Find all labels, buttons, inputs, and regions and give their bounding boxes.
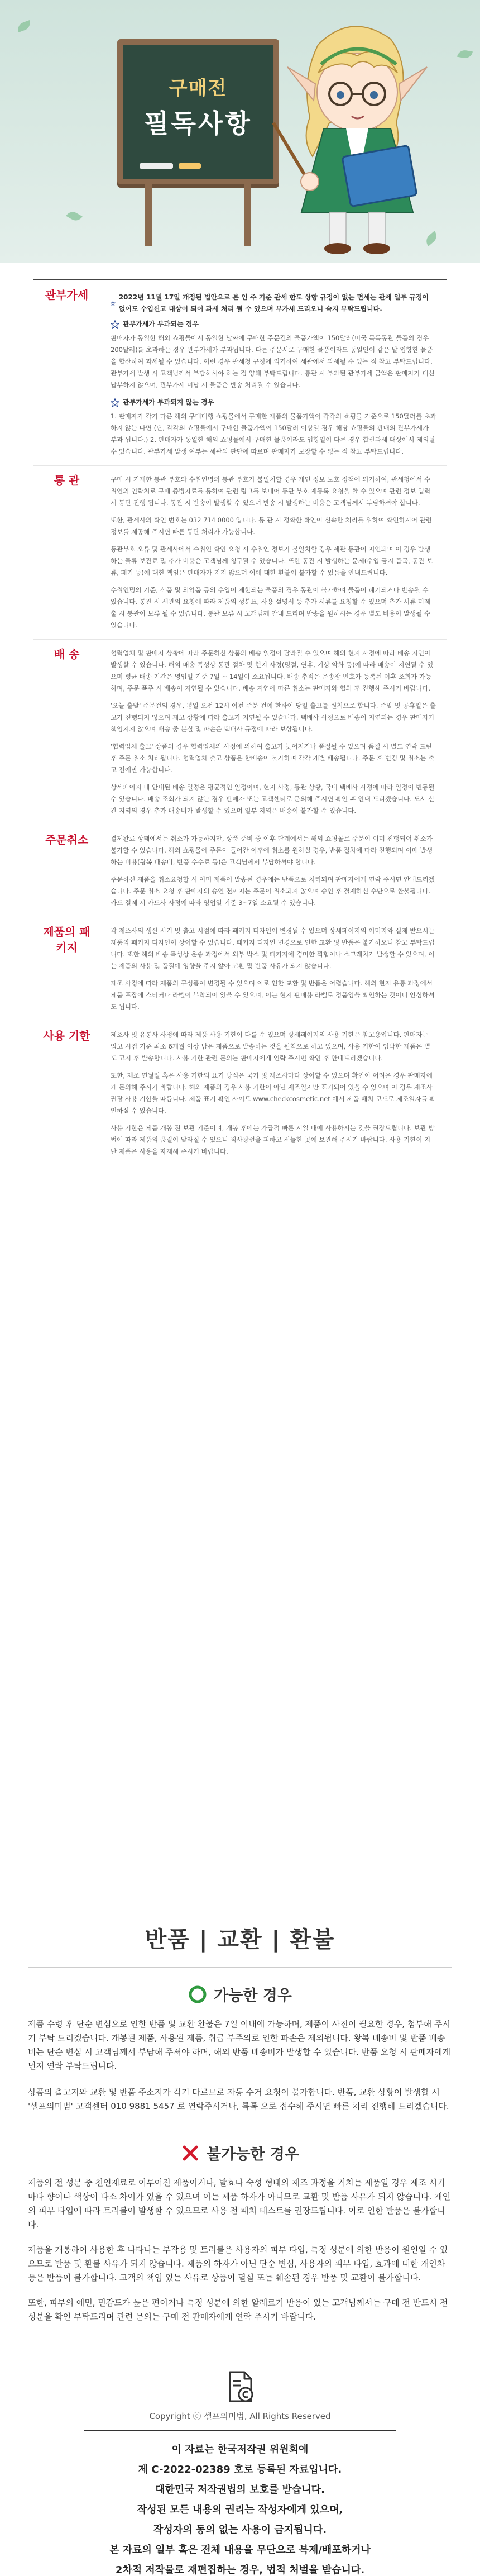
circle-check-icon — [188, 1985, 207, 2004]
notice-subhead — [111, 292, 436, 315]
notice-content — [100, 1021, 447, 1165]
leaf-decoration — [457, 49, 473, 59]
notice-subhead-text: 2022년 11월 17일 개정된 법안으로 본 인 주 기준 관세 한도 상향 규정이 없는 면세는 관세 일부 규정이 없어도 수입신고 대상이 되어 과세 처리 될 수 있으며 부가세 드리오니 숙지 부탁드립니다. — [118, 293, 429, 313]
notice-row — [33, 639, 447, 825]
notice-paragraph: 주문하신 제품을 취소요청할 시 이미 제품이 발송된 경우에는 반품으로 처리되며 판매자에게 연락 주시면 안내드리겠습니다. 주문 취소 요청 후 판매자의 승인 전까지는 주문이 취소되지 않으며 승인 후 결제하신 수단으로 환불됩니다. 카드 결제 시 카드사 사정에 따라 영업일 기준 3~7일 소요될 수 있습니다. — [111, 875, 435, 907]
notice-paragraph: 수취인명의 기준, 식품 및 의약품 등의 수입이 제한되는 물품의 경우 통관이 불가하며 물품이 폐기되거나 반송될 수 있습니다. 통관 시 세관의 요청에 따라 제품의 성분표, 사용 설명서 등 추가 서류를 요청할 수 있으며 추가 서류 미제출 시 통관이 보류 될 수 있습니다. 통관 보류 시 고객님께 안내 드리며 반송을 원하시는 경우 별도 비용이 발생될 수 있습니다. — [111, 586, 431, 629]
star-icon — [111, 320, 119, 329]
refund-title: 반품 | 교환 | 환불 — [145, 1927, 335, 1953]
copyright-rule — [84, 2430, 396, 2431]
notice-paragraph: 제조사 및 유통사 사정에 따라 제품 사용 기한이 다를 수 있으며 상세페이지의 사용 기한은 참고용입니다. 판매자는 입고 시점 기준 최소 6개월 이상 남은 제품으로 발송하는 것을 원칙으로 하고 있으며, 사용 기한이 임박한 제품은 별도 고지 후 발송합니다. 사용 기한 관련 문의는 판매자에게 연락 주시면 확인 후 안내드리겠습니다. — [111, 1031, 431, 1062]
copyright-notice-line: 작성자의 동의 없는 사용이 금지됩니다. — [153, 2524, 327, 2536]
copyright-notice-line: 대한민국 저작권법의 보호를 받습니다. — [155, 2484, 325, 2496]
notice-label: 주문취소 — [33, 825, 100, 917]
notice-row — [33, 465, 447, 639]
copyright-notice-line: 작성된 모든 내용의 권리는 작성자에게 있으며, — [137, 2504, 343, 2516]
copyright-line: Copyright ⓒ 셀프의미범, All Rights Reserved — [149, 2411, 331, 2421]
copyright-notice-line: 이 자료는 한국저작권 위원회에 — [171, 2444, 309, 2455]
notice-subhead-text: 관부가세가 부과되는 경우 — [123, 320, 199, 328]
notice-label: 배 송 — [33, 640, 100, 825]
chalkboard — [117, 39, 279, 184]
notice-row — [33, 1021, 447, 1165]
notice-paragraph: 협력업체 및 판매자 상황에 따라 주문하신 상품의 배송 일정이 달라질 수 있으며 해외 현지 사정에 따라 배송 지연이 발생할 수 있습니다. 해외 배송 특성상 통관 절차 및 현지 사정(명절, 연휴, 기상 악화 등)에 따라 배송이 지연될 수 있으며 평균 배송 기간은 영업일 기준 7일 ~ 14일이 소요됩니다. 배송 추적은 운송장 번호가 등록된 이후 조회가 가능하며, 주문 폭주 시 배송이 지연될 수 있습니다. 배송 지연에 따른 취소는 판매자와 협의 후 진행해 주시기 바랍니다. — [111, 649, 434, 692]
notice-paragraph: '협력업체 출고' 상품의 경우 협력업체의 사정에 의하여 출고가 늦어지거나 품절될 수 있으며 품절 시 별도 연락 드린 후 주문 취소 처리됩니다. 협력업체 출고 상품은 합배송이 불가하며 각각 개별 배송됩니다. 주문 후 변경 및 취소는 출고 전에만 가능합니다. — [111, 742, 435, 774]
board-stand — [244, 184, 251, 246]
notice-paragraph: 판매자가 동일한 해외 쇼핑몰에서 동일한 날짜에 구매한 주문건의 물품가액이 150달러(미국 목록통관 물품의 경우 200달러)를 초과하는 경우 관부가세가 부과됩니다. 다른 주문서로 구매한 물품이라도 동일인이 같은 날 입항한 물품을 합산하여 과세될 수 있습니다. 이런 경우 관세청 규정에 의거하여 세관에서 과세될 수 있는 점 참고 부탁드립니다. 관부가세 발생 시 고객님께서 부담하셔야 하는 점 양해 부탁드립니다. 통관 시 부과된 관부가세 금액은 판매자가 대신 납부하지 않으며, 관부가세 미납 시 물품은 반송 처리될 수 있습니다. — [111, 334, 435, 389]
notice-paragraph: 각 제조사의 생산 시기 및 출고 시점에 따라 패키지 디자인이 변경될 수 있으며 상세페이지의 이미지와 실제 받으시는 제품의 패키지 디자인이 상이할 수 있습니다. 패키지 디자인 변경으로 인한 교환 및 반품은 불가하오니 참고 부탁드립니다. 또한 해외 배송 특성상 운송 과정에서 외부 박스 및 패키지에 경미한 찍힘이나 스크래치가 발생할 수 있으며, 이는 제품의 사용 및 품질에 영향을 주지 않아 교환 및 반품 사유가 되지 않습니다. — [111, 927, 435, 970]
board-stand — [145, 184, 152, 246]
notice-paragraph: 1. 판매자가 각기 다른 해외 구매대행 쇼핑몰에서 구매한 제품의 물품가액이 각각의 쇼핑몰 기준으로 150달러를 초과하지 않는 다면 (단, 각각의 쇼핑몰에서 구매한 물품가액이 150달러 이상일 경우 해당 쇼핑몰의 판매의 관부가세가 부과 됩니다.) 2. 판매자가 동일한 해외 쇼핑몰에서 구매한 물품이라도 입항일이 다른 경우 합산과세 대상에서 제외될 수 있습니다. 관부가세 발생 여부는 세관의 판단에 따르며 판매자가 보장할 수 없는 점 참고 부탁드립니다. — [111, 412, 436, 455]
document-copyright-icon — [222, 2369, 258, 2404]
refund-paragraph: 상품의 출고지와 교환 및 반품 주소지가 각기 다르므로 자동 수거 요청이 불가합니다. 반품, 교환 상황이 발생할 시 '셀프의미범' 고객센터 010 9881 5457 로 연락주시거나, 톡톡 으로 접수해 주시면 빠른 처리 진행해 드리겠습니다. — [28, 2087, 449, 2111]
possible-case-heading — [0, 1983, 480, 2005]
notice-content — [100, 280, 447, 465]
notice-paragraph: 사용 기한은 제품 개봉 전 보관 기준이며, 개봉 후에는 가급적 빠른 시일 내에 사용하시는 것을 권장드립니다. 보관 방법에 따라 제품의 품질이 달라질 수 있으니 직사광선을 피하고 서늘한 곳에 보관해 주시기 바랍니다. 사용 기한이 지난 제품은 사용을 자제해 주시기 바랍니다. — [111, 1124, 435, 1155]
possible-case-title: 가능한 경우 — [214, 1987, 292, 2004]
notice-label: 관부가세 — [33, 280, 100, 465]
refund-paragraph: 제품의 전 성분 중 천연재료로 이루어진 제품이거나, 발효나 숙성 형태의 제조 과정을 거치는 제품일 경우 제조 시기마다 향이나 색상이 다소 차이가 있을 수 있으며 이는 제품 하자가 아니므로 교환 및 반품 사유가 되지 않습니다. 개인의 피부 타입에 따라 트러블이 발생할 수 있으므로 사용 전 패치 테스트를 권장드립니다. 이로 인한 반품은 불가합니다. — [28, 2178, 451, 2230]
notice-row — [33, 279, 447, 465]
possible-case-text — [28, 2017, 452, 2113]
notice-table — [33, 279, 447, 1899]
notice-content — [100, 825, 447, 917]
notice-paragraph: 상세페이지 내 안내된 배송 일정은 평균적인 일정이며, 현지 사정, 통관 상황, 국내 택배사 사정에 따라 일정이 변동될 수 있습니다. 배송 조회가 되지 않는 경우 판매자 또는 고객센터로 문의해 주시면 확인 후 안내 드리겠습니다. 도서 산간 지역의 경우 추가 배송비가 발생할 수 있으며 일부 지역은 배송이 불가할 수 있습니다. — [111, 783, 435, 815]
hero-banner — [0, 0, 480, 263]
impossible-case-title: 불가능한 경우 — [207, 2146, 299, 2163]
refund-paragraph: 또한, 피부의 예민, 민감도가 높은 편이거나 특정 성분에 의한 알레르기 반응이 있는 고객님께서는 구매 전 반드시 전 성분을 확인 부탁드리며 관련 문의는 구매 전 판매자에게 연락 주시기 바랍니다. — [28, 2298, 448, 2322]
notice-label: 사용 기한 — [33, 1021, 100, 1165]
chalk-decoration — [179, 163, 201, 169]
notice-label: 통 관 — [33, 466, 100, 639]
notice-row — [33, 825, 447, 917]
hero-title-line1: 구매전 — [169, 77, 228, 99]
notice-paragraph: 결제완료 상태에서는 취소가 가능하지만, 상품 준비 중 이후 단계에서는 해외 쇼핑몰로 주문이 이미 진행되어 취소가 불가할 수 있습니다. 해외 쇼핑몰에 주문이 들어간 이후에 취소를 원하실 경우, 반품 절차에 따라 진행되며 이때 발생하는 비용(왕복 배송비, 반품 수수료 등)은 고객님께서 부담하셔야 합니다. — [111, 835, 433, 866]
refund-paragraph: 제품을 개봉하여 사용한 후 나타나는 부작용 및 트러블은 사용자의 피부 타입, 특정 성분에 의한 반응이 원인일 수 있으므로 반품 및 환불 사유가 되지 않습니다. 제품의 하자가 아닌 단순 변심, 사용자의 피부 타입, 효과에 대한 개인차 등은 반품이 불가합니다. 고객의 책임 있는 사유로 상품이 멸실 또는 훼손된 경우 반품 및 교환이 불가합니다. — [28, 2245, 448, 2283]
cross-icon — [181, 2144, 200, 2163]
notice-paragraph: '오늘 출발' 주문건의 경우, 평일 오전 12시 이전 주문 건에 한하여 당일 출고를 원칙으로 합니다. 주말 및 공휴일은 출고가 진행되지 않으며 재고 상황에 따라 출고가 지연될 수 있습니다. 택배사 사정으로 배송이 지연되는 경우 판매자가 책임지지 않으며 배송 중 분실 및 파손은 택배사 규정에 따라 보상됩니다. — [111, 702, 436, 733]
copyright-notice-line: 본 자료의 일부 혹은 전체 내용을 무단으로 복제/배포하거나 — [109, 2544, 371, 2556]
leaf-decoration — [16, 20, 32, 32]
chalk-decoration — [140, 163, 173, 169]
copyright-notice-line: 제 C-2022-02389 호로 등록된 자료입니다. — [138, 2464, 342, 2475]
divider — [28, 1967, 452, 1968]
copyright-notice-line: 2차적 저작물로 재편집하는 경우, 법적 처벌을 받습니다. — [115, 2564, 365, 2576]
elf-teacher-illustration — [262, 11, 441, 257]
refund-paragraph: 제품 수령 후 단순 변심으로 인한 반품 및 교환 환불은 7일 이내에 가능하며, 제품이 사진이 필요한 경우, 첨부해 주시기 부탁 드리겠습니다. 개봉된 제품, 사용된 제품, 취급 부주의로 인한 파손은 제외됩니다. 왕복 배송비 및 반품 배송비는 단순 변심 시 고객님께서 부담해 주셔야 하며, 해외 반품 배송비가 발생할 수 있습니다. 반품 요청 시 판매자에게 먼저 연락 부탁드립니다. — [28, 2019, 451, 2071]
impossible-case-heading — [0, 2142, 480, 2164]
notice-subhead-text: 관부가세가 부과되지 않는 경우 — [123, 398, 214, 406]
notice-label: 제품의 패키지 — [33, 917, 100, 1021]
impossible-case-text — [28, 2176, 452, 2324]
notice-row — [33, 917, 447, 1021]
star-icon — [111, 398, 119, 407]
copyright-notice — [0, 2440, 480, 2576]
notice-paragraph: 제조 사정에 따라 제품의 구성품이 변경될 수 있으며 이로 인한 교환 및 반품은 어렵습니다. 해외 현지 유통 과정에서 제품 포장에 스티커나 라벨이 부착되어 있을 수 있으며, 이는 현지 판매용 라벨로 정품임을 확인하는 것이니 안심하셔도 됩니다. — [111, 979, 435, 1011]
notice-paragraph: 구매 시 기재한 통관 부호와 수취인명의 통관 부호가 불일치할 경우 개인 정보 보호 정책에 의거하여, 관세청에서 수취인의 연락처로 구매 증빙자료를 통하여 관련 링크를 보내어 통관 부호 재등록 요청을 할 수 있으며 관련 정보 입력 시 통관 진행 됩니다. 통관 시 반송이 발생할 수 있으며 반송 시 발생하는 비용은 고객님께서 부담하셔야 합니다. — [111, 475, 431, 507]
notice-content — [100, 917, 447, 1021]
copyright-section — [0, 2369, 480, 2576]
notice-paragraph: 통관부호 오류 및 관세사에서 수취인 확인 요청 시 수취인 정보가 불일치할 경우 세관 통관이 지연되며 이 경우 발생하는 물류 보관료 및 추가 비용은 고객님께 청구될 수 있습니다. 또한 통관 시 발생하는 문제(수입 금지 품목, 통관 보류, 폐기 등)에 대한 책임은 판매자가 지지 않으며 이에 대한 환불이 불가할 수 있음을 안내드립니다. — [111, 545, 433, 577]
notice-content — [100, 466, 447, 639]
notice-subhead — [111, 318, 436, 330]
notice-paragraph: 또한, 제조 연월일 혹은 사용 기한의 표기 방식은 국가 및 제조사마다 상이할 수 있으며 확인이 어려운 경우 판매자에게 문의해 주시기 바랍니다. 해외 제품의 경우 사용 기한이 아닌 제조일자만 표기되어 있을 수 있으며 이 경우 제조사 권장 사용 기한을 따릅니다. 제품 표기 확인 사이트 www.checkcosmetic.net 에서 제품 배치 코드로 제조일자를 확인하실 수 있습니다. — [111, 1072, 436, 1115]
leaf-decoration — [66, 209, 83, 223]
notice-subhead — [111, 397, 436, 408]
notice-content — [100, 640, 447, 825]
star-icon — [111, 299, 116, 308]
notice-paragraph: 또한, 관세사의 확인 번호는 032 714 0000 입니다. 통 관 시 정확한 확인이 신속한 처리를 위하여 확인하시어 관련 정보를 제공해 주시면 빠른 통관 처리가 가능합니다. — [111, 516, 432, 536]
hero-title-line2: 필독사항 — [144, 108, 252, 139]
refund-section — [0, 1922, 480, 2335]
